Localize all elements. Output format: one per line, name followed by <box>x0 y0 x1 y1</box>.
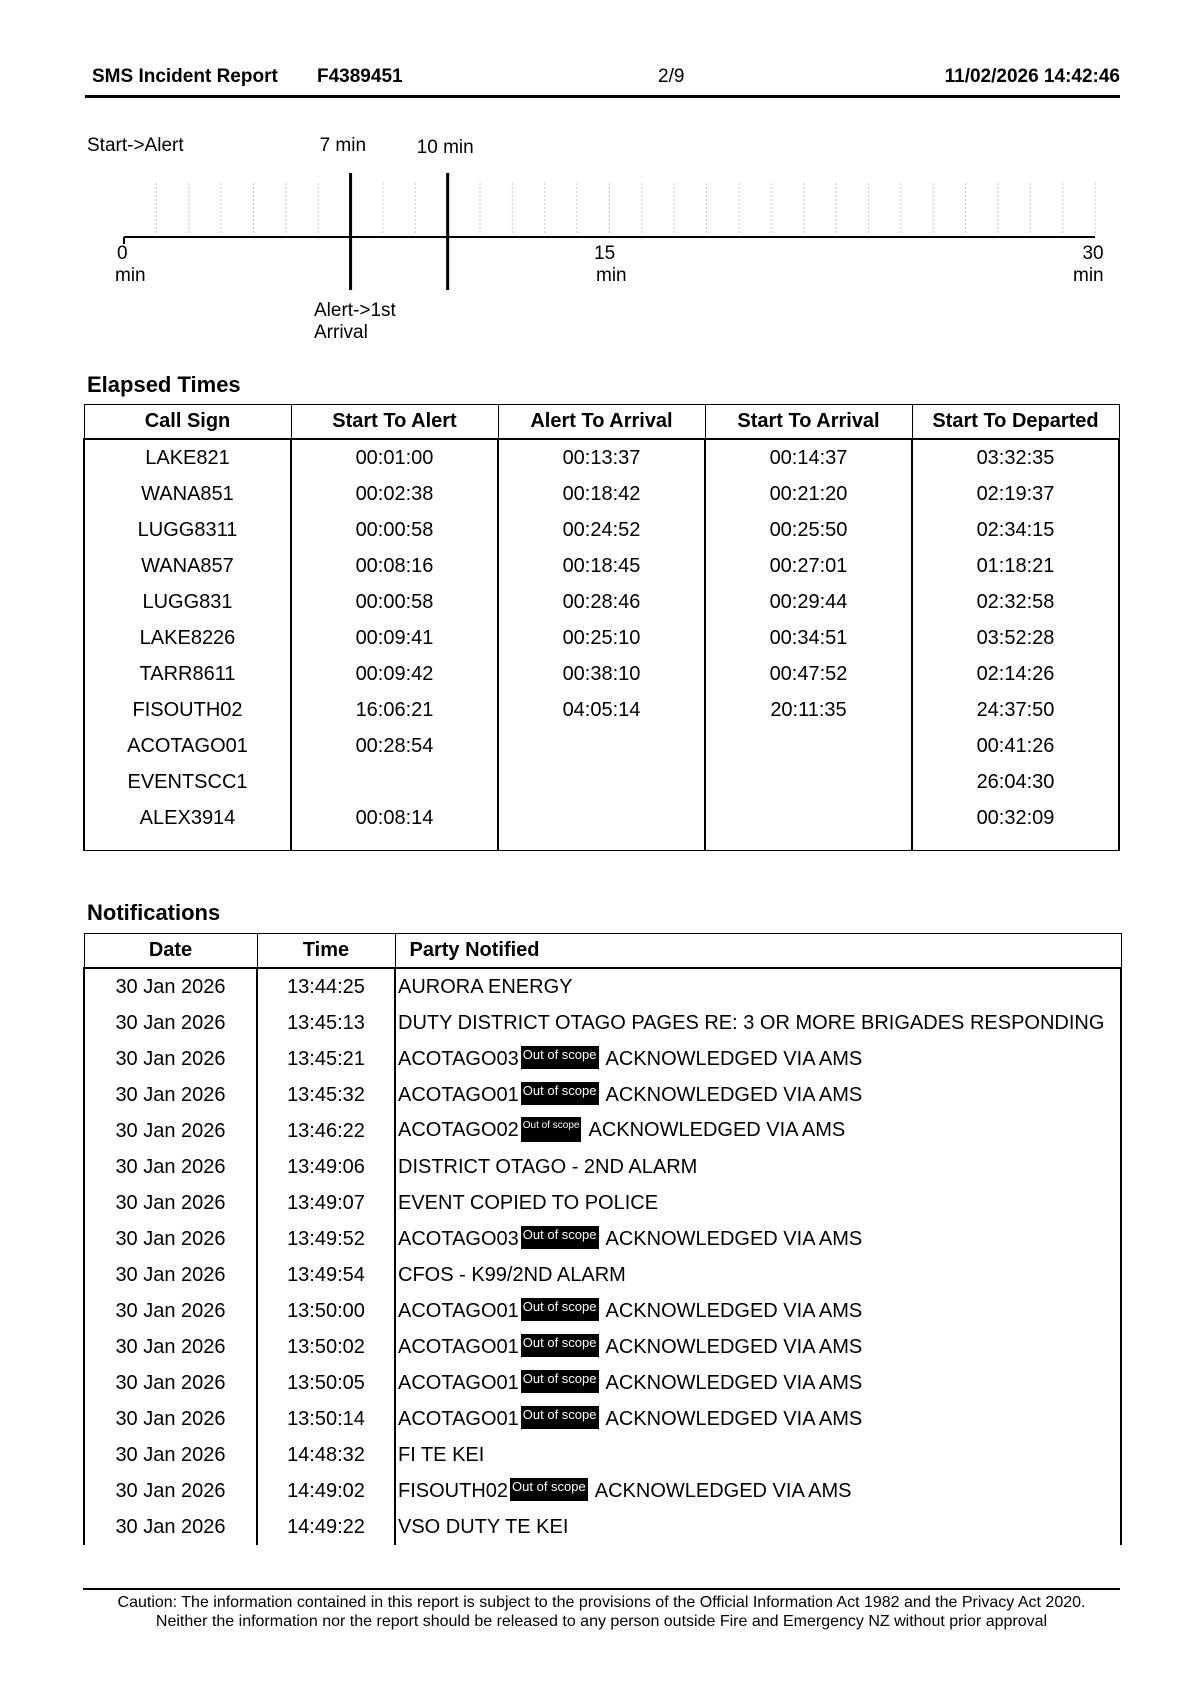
table-row <box>84 800 1119 836</box>
elapsed-times-table <box>83 404 1120 851</box>
table-cell <box>912 836 1119 851</box>
footer-rule <box>83 1588 1120 1590</box>
redaction-badge: Out of scope <box>521 1334 599 1357</box>
notification-party <box>395 1149 1121 1185</box>
table-cell <box>291 764 498 800</box>
table-cell: 00:25:10 <box>498 620 705 656</box>
notification-time: 13:50:00 <box>257 1293 395 1329</box>
redaction-badge: Out of scope <box>521 1117 582 1142</box>
notifications-title: Notifications <box>87 900 221 925</box>
table-cell <box>84 836 291 851</box>
table-cell: 00:08:14 <box>291 800 498 836</box>
redaction-badge: Out of scope <box>521 1082 599 1105</box>
notification-time: 13:45:21 <box>257 1041 395 1077</box>
notification-time: 13:45:13 <box>257 1005 395 1041</box>
elapsed-col-header: Alert To Arrival <box>498 405 705 440</box>
table-cell: 00:18:45 <box>498 548 705 584</box>
party-name: ACOTAGO01 <box>398 1371 519 1394</box>
notification-party <box>395 1221 1121 1257</box>
redaction-badge: Out of scope <box>521 1046 599 1069</box>
table-cell: ALEX3914 <box>84 800 291 836</box>
table-cell: LUGG8311 <box>84 512 291 548</box>
notification-time: 13:50:05 <box>257 1365 395 1401</box>
redaction-badge: Out of scope <box>521 1406 599 1429</box>
party-name: FI TE KEI <box>398 1443 485 1466</box>
table-cell <box>705 764 912 800</box>
party-name: ACOTAGO01 <box>398 1299 519 1322</box>
elapsed-col-header: Start To Alert <box>291 405 498 440</box>
redaction-badge: Out of scope <box>521 1298 599 1321</box>
alert-arrival-label-line2: Arrival <box>314 322 368 343</box>
alert-arrival-label <box>314 300 396 344</box>
party-suffix: ACKNOWLEDGED VIA AMS <box>605 1047 863 1070</box>
elapsed-col-header: Call Sign <box>84 405 291 440</box>
table-row <box>84 548 1119 584</box>
table-cell: 00:28:46 <box>498 584 705 620</box>
footer-line-1: Caution: The information contained in this report is subject to the provisions of the Official Information Act 1982 and the Privacy Act 2020. <box>117 1594 1086 1611</box>
notification-time: 13:46:22 <box>257 1113 395 1149</box>
party-name: ACOTAGO03 <box>398 1227 519 1250</box>
table-cell: 00:24:52 <box>498 512 705 548</box>
table-cell: 02:34:15 <box>912 512 1119 548</box>
table-cell: 00:09:41 <box>291 620 498 656</box>
redaction-badge: Out of scope <box>510 1478 588 1501</box>
notification-time: 13:45:32 <box>257 1077 395 1113</box>
redaction-badge: Out of scope <box>521 1370 599 1393</box>
table-row <box>84 656 1119 692</box>
notification-party <box>395 1473 1121 1509</box>
notification-time: 13:49:06 <box>257 1149 395 1185</box>
party-suffix: ACKNOWLEDGED VIA AMS <box>588 1118 846 1141</box>
notification-party <box>395 1005 1121 1041</box>
start-alert-label: Start->Alert <box>87 135 184 156</box>
table-cell: WANA851 <box>84 476 291 512</box>
table-cell: LAKE8226 <box>84 620 291 656</box>
table-row <box>84 1365 1121 1401</box>
table-cell <box>705 728 912 764</box>
notification-party <box>395 1185 1121 1221</box>
notifications-col-header: Party Notified <box>395 934 1121 969</box>
notifications-col-header: Date <box>84 934 257 969</box>
tick-0-unit: min <box>115 265 146 286</box>
notification-date: 30 Jan 2026 <box>84 1113 257 1149</box>
timeline-chart <box>0 0 1190 360</box>
table-cell: 00:34:51 <box>705 620 912 656</box>
table-row <box>84 1005 1121 1041</box>
notification-time: 14:49:22 <box>257 1509 395 1545</box>
elapsed-times-title: Elapsed Times <box>87 372 241 397</box>
report-title: SMS Incident Report <box>92 66 278 87</box>
page-number: 2/9 <box>658 66 685 87</box>
notification-date: 30 Jan 2026 <box>84 1221 257 1257</box>
party-name: ACOTAGO01 <box>398 1335 519 1358</box>
table-cell: LAKE821 <box>84 439 291 476</box>
party-name: CFOS - K99/2ND ALARM <box>398 1263 626 1286</box>
tick-15-value: 15 <box>594 243 616 264</box>
table-row <box>84 620 1119 656</box>
notification-date: 30 Jan 2026 <box>84 1185 257 1221</box>
party-suffix: ACKNOWLEDGED VIA AMS <box>605 1227 863 1250</box>
incident-id: F4389451 <box>317 66 403 87</box>
party-name: ACOTAGO02 <box>398 1118 519 1141</box>
table-cell: 00:00:58 <box>291 512 498 548</box>
redaction-badge: Out of scope <box>521 1226 599 1249</box>
table-row <box>84 1437 1121 1473</box>
table-row <box>84 1509 1121 1545</box>
notification-date: 30 Jan 2026 <box>84 1077 257 1113</box>
table-row <box>84 968 1121 1005</box>
table-cell: 00:09:42 <box>291 656 498 692</box>
table-row <box>84 1329 1121 1365</box>
table-cell: 00:29:44 <box>705 584 912 620</box>
tick-15 <box>594 243 627 287</box>
table-row <box>84 1113 1121 1149</box>
table-cell: 00:25:50 <box>705 512 912 548</box>
party-suffix: ACKNOWLEDGED VIA AMS <box>605 1407 863 1430</box>
notification-time: 14:48:32 <box>257 1437 395 1473</box>
elapsed-col-header: Start To Departed <box>912 405 1119 440</box>
table-cell: 00:00:58 <box>291 584 498 620</box>
table-cell <box>498 728 705 764</box>
notification-time: 13:50:02 <box>257 1329 395 1365</box>
notification-party <box>395 1041 1121 1077</box>
notification-time: 13:49:54 <box>257 1257 395 1293</box>
table-cell: 26:04:30 <box>912 764 1119 800</box>
party-suffix: ACKNOWLEDGED VIA AMS <box>605 1335 863 1358</box>
table-row <box>84 1221 1121 1257</box>
notification-time: 13:50:14 <box>257 1401 395 1437</box>
table-cell <box>705 800 912 836</box>
table-row <box>84 1041 1121 1077</box>
notification-date: 30 Jan 2026 <box>84 1365 257 1401</box>
notification-date: 30 Jan 2026 <box>84 1401 257 1437</box>
table-row <box>84 1473 1121 1509</box>
table-cell: 00:08:16 <box>291 548 498 584</box>
start-alert-marker-label: 7 min <box>319 135 367 156</box>
tick-15-unit: min <box>596 265 627 286</box>
footer-line-2: Neither the information nor the report should be released to any person outside Fire and Emergency NZ without prior approval <box>155 1613 1048 1630</box>
table-cell: 02:19:37 <box>912 476 1119 512</box>
table-cell: 00:18:42 <box>498 476 705 512</box>
notifications-col-header: Time <box>257 934 395 969</box>
party-name: ACOTAGO03 <box>398 1047 519 1070</box>
notification-party <box>395 1401 1121 1437</box>
notification-date: 30 Jan 2026 <box>84 1149 257 1185</box>
table-cell <box>498 800 705 836</box>
notification-time: 13:49:52 <box>257 1221 395 1257</box>
tick-0 <box>117 243 146 287</box>
table-cell: LUGG831 <box>84 584 291 620</box>
table-cell: 02:14:26 <box>912 656 1119 692</box>
notification-party <box>395 1509 1121 1545</box>
table-cell: 02:32:58 <box>912 584 1119 620</box>
table-cell: 24:37:50 <box>912 692 1119 728</box>
party-name: ACOTAGO01 <box>398 1083 519 1106</box>
table-cell: TARR8611 <box>84 656 291 692</box>
table-cell: WANA857 <box>84 548 291 584</box>
notification-party <box>395 1077 1121 1113</box>
table-cell: 04:05:14 <box>498 692 705 728</box>
party-name: EVENT COPIED TO POLICE <box>398 1191 659 1214</box>
notification-date: 30 Jan 2026 <box>84 1257 257 1293</box>
tick-0-value: 0 <box>117 243 128 264</box>
table-cell <box>291 836 498 851</box>
table-cell: 00:14:37 <box>705 439 912 476</box>
table-cell: 20:11:35 <box>705 692 912 728</box>
table-cell: 00:28:54 <box>291 728 498 764</box>
table-cell: FISOUTH02 <box>84 692 291 728</box>
elapsed-col-header: Start To Arrival <box>705 405 912 440</box>
table-cell: 01:18:21 <box>912 548 1119 584</box>
notification-date: 30 Jan 2026 <box>84 1437 257 1473</box>
notification-party <box>395 1365 1121 1401</box>
table-cell: 00:21:20 <box>705 476 912 512</box>
notification-date: 30 Jan 2026 <box>84 1473 257 1509</box>
notification-time: 13:49:07 <box>257 1185 395 1221</box>
party-suffix: ACKNOWLEDGED VIA AMS <box>605 1299 863 1322</box>
notification-party <box>395 1329 1121 1365</box>
table-cell <box>498 764 705 800</box>
party-suffix: ACKNOWLEDGED VIA AMS <box>594 1479 852 1502</box>
notification-party <box>395 1113 1121 1149</box>
table-cell: 03:32:35 <box>912 439 1119 476</box>
table-cell: 00:02:38 <box>291 476 498 512</box>
timeline-minor-ticks <box>156 183 1095 235</box>
table-row <box>84 1149 1121 1185</box>
party-name: FISOUTH02 <box>398 1479 509 1502</box>
party-name: DUTY DISTRICT OTAGO PAGES RE: 3 OR MORE BRIGADES RESPONDING <box>398 1011 1105 1034</box>
notifications-table <box>83 933 1122 1545</box>
table-cell: 00:13:37 <box>498 439 705 476</box>
table-cell <box>498 836 705 851</box>
table-padding-row <box>84 836 1119 851</box>
party-suffix: ACKNOWLEDGED VIA AMS <box>605 1371 863 1394</box>
table-cell: 00:27:01 <box>705 548 912 584</box>
table-cell: 16:06:21 <box>291 692 498 728</box>
notification-party <box>395 1293 1121 1329</box>
table-cell: 00:01:00 <box>291 439 498 476</box>
table-cell: ACOTAGO01 <box>84 728 291 764</box>
table-row <box>84 1257 1121 1293</box>
footer-caution <box>83 1593 1120 1631</box>
table-row <box>84 728 1119 764</box>
tick-30 <box>1073 243 1104 287</box>
table-row <box>84 1185 1121 1221</box>
table-cell: 00:32:09 <box>912 800 1119 836</box>
tick-30-value: 30 <box>1082 243 1104 264</box>
party-suffix: ACKNOWLEDGED VIA AMS <box>605 1083 863 1106</box>
table-row <box>84 584 1119 620</box>
tick-30-unit: min <box>1073 265 1104 286</box>
notification-party <box>395 1437 1121 1473</box>
table-row <box>84 512 1119 548</box>
notification-date: 30 Jan 2026 <box>84 1293 257 1329</box>
table-cell: EVENTSCC1 <box>84 764 291 800</box>
notification-party <box>395 1257 1121 1293</box>
alert-arrival-label-line1: Alert->1st <box>314 300 396 321</box>
notification-date: 30 Jan 2026 <box>84 1005 257 1041</box>
table-row <box>84 764 1119 800</box>
notification-time: 13:44:25 <box>257 968 395 1005</box>
table-cell: 00:47:52 <box>705 656 912 692</box>
table-cell: 00:38:10 <box>498 656 705 692</box>
table-row <box>84 439 1119 476</box>
notification-date: 30 Jan 2026 <box>84 968 257 1005</box>
party-name: AURORA ENERGY <box>398 975 573 998</box>
party-name: VSO DUTY TE KEI <box>398 1515 569 1538</box>
notification-party <box>395 968 1121 1005</box>
notification-date: 30 Jan 2026 <box>84 1509 257 1545</box>
alert-arrival-marker-label: 10 min <box>416 137 474 158</box>
table-row <box>84 1293 1121 1329</box>
notification-date: 30 Jan 2026 <box>84 1041 257 1077</box>
notification-date: 30 Jan 2026 <box>84 1329 257 1365</box>
table-row <box>84 1401 1121 1437</box>
table-row <box>84 1077 1121 1113</box>
table-row <box>84 692 1119 728</box>
party-name: ACOTAGO01 <box>398 1407 519 1430</box>
table-cell: 00:41:26 <box>912 728 1119 764</box>
party-name: DISTRICT OTAGO - 2ND ALARM <box>398 1155 698 1178</box>
table-cell <box>705 836 912 851</box>
table-row <box>84 476 1119 512</box>
notification-time: 14:49:02 <box>257 1473 395 1509</box>
table-cell: 03:52:28 <box>912 620 1119 656</box>
report-datetime: 11/02/2026 14:42:46 <box>944 66 1120 87</box>
